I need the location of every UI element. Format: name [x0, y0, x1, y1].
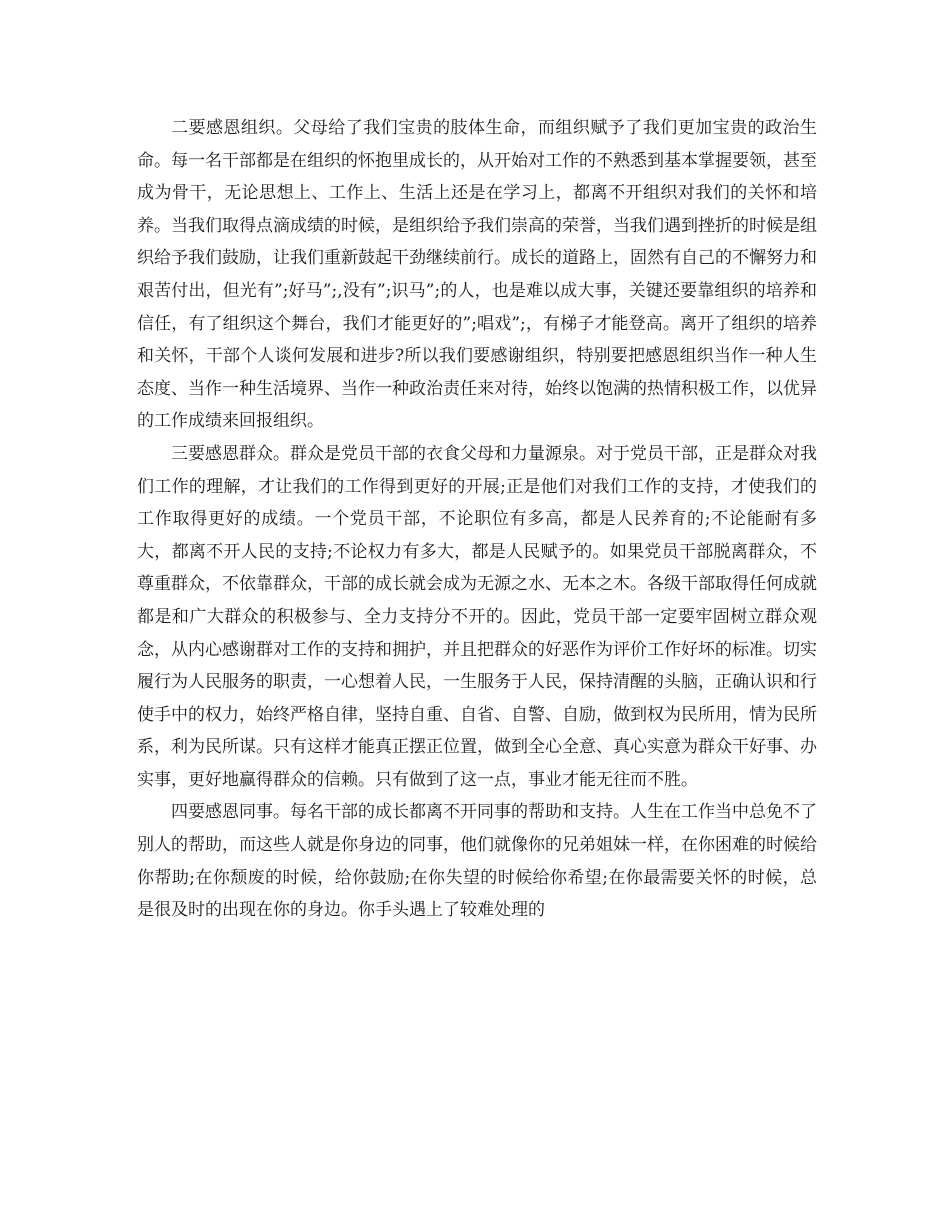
document-page — [137, 112, 817, 927]
paragraph-gratitude-organization: 二要感恩组织。父母给了我们宝贵的肢体生命，而组织赋予了我们更加宝贵的政治生命。每一名干部都是在组织的怀抱里成长的，从开始对工作的不熟悉到基本掌握要领，甚至成为骨干，无论思想上、工作上、生活上还是在学习上，都离不开组织对我们的关怀和培养。当我们取得点滴成绩的时候，是组织给予我们崇高的荣誉，当我们遇到挫折的时候是组织给予我们鼓励，让我们重新鼓起干劲继续前行。成长的道路上，固然有自己的不懈努力和艰苦付出，但光有”;好马”;,没有”;识马”;的人，也是难以成大事，关键还要靠组织的培养和信任，有了组织这个舞台，我们才能更好的”;唱戏”;，有梯子才能登高。离开了组织的培养和关怀，干部个人谈何发展和进步?所以我们要感谢组织，特别要把感恩组织当作一种人生态度、当作一种生活境界、当作一种政治责任来对待，始终以饱满的热情积极工作，以优异的工作成绩来回报组织。 — [137, 118, 817, 432]
paragraph-gratitude-colleagues: 四要感恩同事。每名干部的成长都离不开同事的帮助和支持。人生在工作当中总免不了别人的帮助，而这些人就是你身边的同事，他们就像你的兄弟姐妹一样，在你困难的时候给你帮助;在你颓废的时候，给你鼓励;在你失望的时候给你希望;在你最需要关怀的时候，总是很及时的出现在你的身边。你手头遇上了较难处理的 — [137, 802, 817, 921]
paragraph-gratitude-masses: 三要感恩群众。群众是党员干部的衣食父母和力量源泉。对于党员干部，正是群众对我们工作的理解，才让我们的工作得到更好的开展;正是他们对我们工作的支持，才使我们的工作取得更好的成绩。一个党员干部，不论职位有多高，都是人民养育的;不论能耐有多大，都离不开人民的支持;不论权力有多大，都是人民赋予的。如果党员干部脱离群众，不尊重群众，不依靠群众，干部的成长就会成为无源之水、无本之木。各级干部取得任何成就都是和广大群众的积极参与、全力支持分不开的。因此，党员干部一定要牢固树立群众观念，从内心感谢群对工作的支持和拥护，并且把群众的好恶作为评价工作好坏的标准。切实履行为人民服务的职责，一心想着人民，一生服务于人民，保持清醒的头脑，正确认识和行使手中的权力，始终严格自律，坚持自重、自省、自警、自励，做到权为民所用，情为民所系，利为民所谋。只有这样才能真正摆正位置，做到全心全意、真心实意为群众干好事、办实事，更好地赢得群众的信赖。只有做到了这一点，事业才能无往而不胜。 — [137, 443, 817, 790]
